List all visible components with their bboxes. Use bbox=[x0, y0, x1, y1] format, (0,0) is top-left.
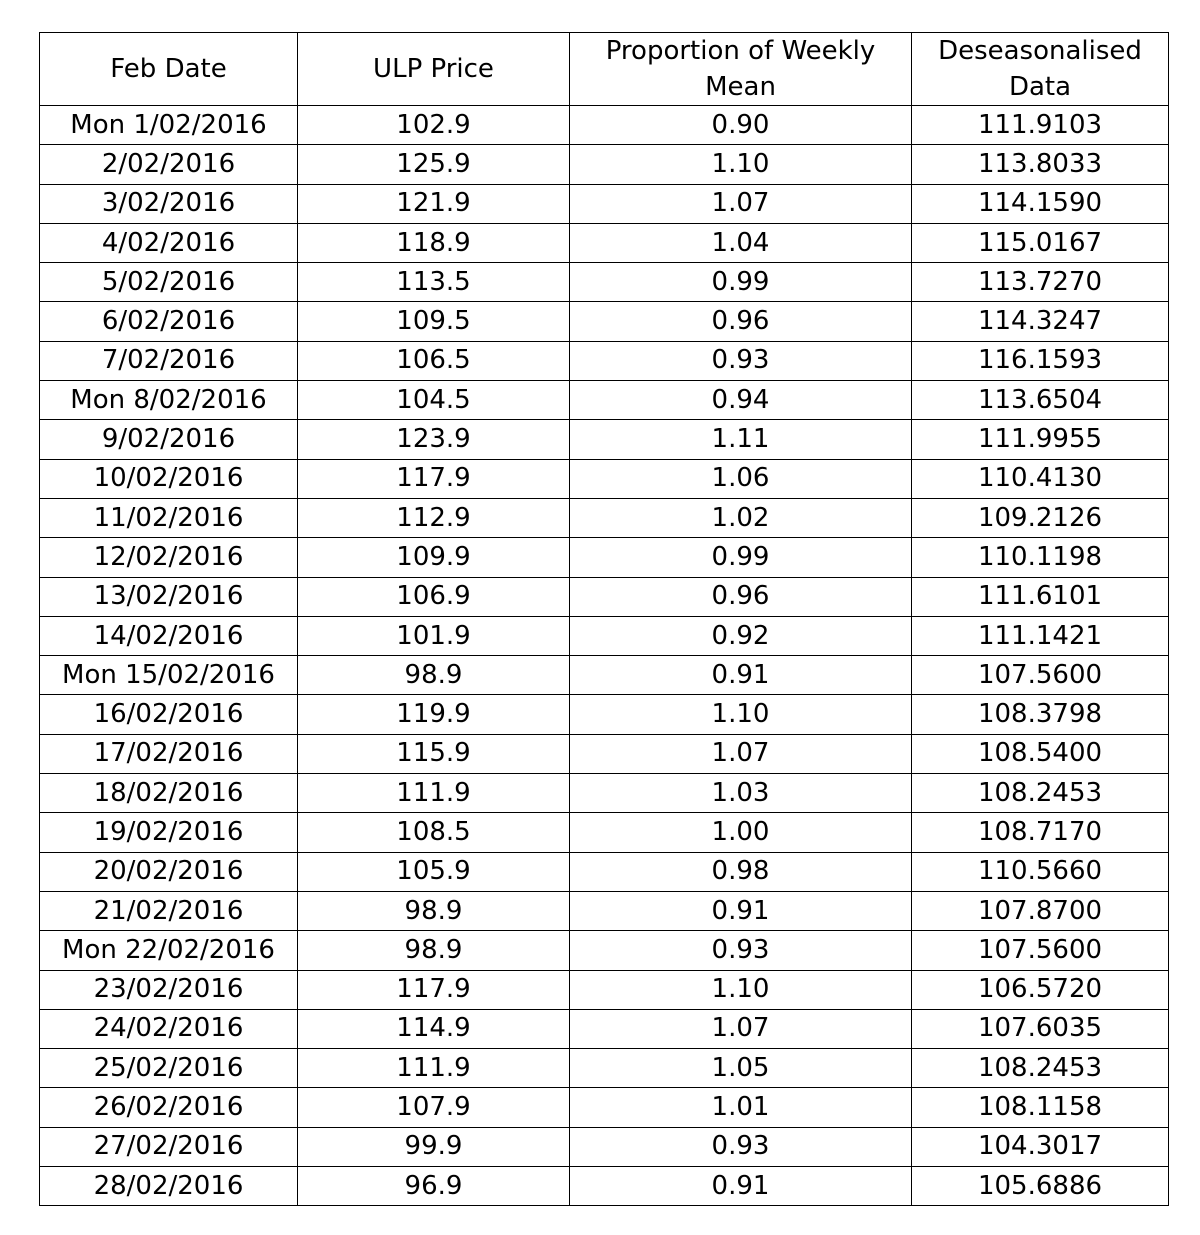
deseasonalised-cell: 108.2453 bbox=[912, 1049, 1169, 1088]
table-row bbox=[40, 498, 1169, 537]
table-row bbox=[40, 891, 1169, 930]
deseasonalised-cell: 111.6101 bbox=[912, 577, 1169, 616]
table-row bbox=[40, 695, 1169, 734]
deseasonalised-cell: 111.1421 bbox=[912, 616, 1169, 655]
deseasonalised-cell: 110.5660 bbox=[912, 852, 1169, 891]
table-row bbox=[40, 1127, 1169, 1166]
deseasonalised-cell: 114.1590 bbox=[912, 184, 1169, 223]
date-cell: Mon 22/02/2016 bbox=[40, 931, 298, 970]
header-proportion-of-weekly-mean: Proportion of Weekly Mean bbox=[570, 33, 912, 106]
ulp-price-cell: 105.9 bbox=[298, 852, 570, 891]
table-header bbox=[40, 33, 1169, 106]
table-row bbox=[40, 1088, 1169, 1127]
proportion-cell: 0.99 bbox=[570, 263, 912, 302]
header-ulp-price: ULP Price bbox=[298, 33, 570, 106]
ulp-price-cell: 98.9 bbox=[298, 931, 570, 970]
table-row bbox=[40, 774, 1169, 813]
proportion-cell: 0.93 bbox=[570, 1127, 912, 1166]
ulp-price-cell: 111.9 bbox=[298, 774, 570, 813]
proportion-cell: 1.03 bbox=[570, 774, 912, 813]
table-row bbox=[40, 1049, 1169, 1088]
ulp-price-cell: 125.9 bbox=[298, 145, 570, 184]
ulp-price-cell: 109.9 bbox=[298, 538, 570, 577]
date-cell: 13/02/2016 bbox=[40, 577, 298, 616]
table-row bbox=[40, 341, 1169, 380]
deseasonalised-cell: 107.5600 bbox=[912, 656, 1169, 695]
date-cell: 24/02/2016 bbox=[40, 1009, 298, 1048]
table-row bbox=[40, 223, 1169, 262]
ulp-price-cell: 117.9 bbox=[298, 970, 570, 1009]
deseasonalised-cell: 107.5600 bbox=[912, 931, 1169, 970]
table-row bbox=[40, 302, 1169, 341]
table-row bbox=[40, 931, 1169, 970]
deseasonalised-cell: 110.4130 bbox=[912, 459, 1169, 498]
date-cell: 27/02/2016 bbox=[40, 1127, 298, 1166]
date-cell: 9/02/2016 bbox=[40, 420, 298, 459]
proportion-cell: 1.07 bbox=[570, 184, 912, 223]
table-body bbox=[40, 106, 1169, 1206]
deseasonalised-cell: 115.0167 bbox=[912, 223, 1169, 262]
proportion-cell: 0.91 bbox=[570, 1167, 912, 1206]
table-row bbox=[40, 1009, 1169, 1048]
date-cell: 21/02/2016 bbox=[40, 891, 298, 930]
ulp-price-cell: 109.5 bbox=[298, 302, 570, 341]
date-cell: 3/02/2016 bbox=[40, 184, 298, 223]
table-row bbox=[40, 381, 1169, 420]
proportion-cell: 0.91 bbox=[570, 891, 912, 930]
proportion-cell: 1.10 bbox=[570, 970, 912, 1009]
deseasonalised-cell: 108.3798 bbox=[912, 695, 1169, 734]
table-row bbox=[40, 106, 1169, 145]
proportion-cell: 0.92 bbox=[570, 616, 912, 655]
deseasonalised-cell: 113.8033 bbox=[912, 145, 1169, 184]
ulp-price-cell: 115.9 bbox=[298, 734, 570, 773]
ulp-price-cell: 107.9 bbox=[298, 1088, 570, 1127]
date-cell: 5/02/2016 bbox=[40, 263, 298, 302]
proportion-cell: 0.98 bbox=[570, 852, 912, 891]
ulp-price-cell: 106.9 bbox=[298, 577, 570, 616]
ulp-price-cell: 117.9 bbox=[298, 459, 570, 498]
ulp-price-cell: 121.9 bbox=[298, 184, 570, 223]
proportion-cell: 0.96 bbox=[570, 302, 912, 341]
ulp-price-cell: 101.9 bbox=[298, 616, 570, 655]
deseasonalised-cell: 108.5400 bbox=[912, 734, 1169, 773]
table-row bbox=[40, 656, 1169, 695]
deseasonalised-cell: 110.1198 bbox=[912, 538, 1169, 577]
date-cell: 20/02/2016 bbox=[40, 852, 298, 891]
proportion-cell: 1.07 bbox=[570, 1009, 912, 1048]
deseasonalised-cell: 107.8700 bbox=[912, 891, 1169, 930]
ulp-price-cell: 98.9 bbox=[298, 891, 570, 930]
date-cell: 23/02/2016 bbox=[40, 970, 298, 1009]
ulp-price-cell: 114.9 bbox=[298, 1009, 570, 1048]
proportion-cell: 1.06 bbox=[570, 459, 912, 498]
deseasonalised-cell: 111.9103 bbox=[912, 106, 1169, 145]
deseasonalised-cell: 113.7270 bbox=[912, 263, 1169, 302]
date-cell: 11/02/2016 bbox=[40, 498, 298, 537]
proportion-cell: 1.11 bbox=[570, 420, 912, 459]
proportion-cell: 1.10 bbox=[570, 695, 912, 734]
deseasonalised-cell: 108.2453 bbox=[912, 774, 1169, 813]
table-row bbox=[40, 577, 1169, 616]
date-cell: 14/02/2016 bbox=[40, 616, 298, 655]
date-cell: 28/02/2016 bbox=[40, 1167, 298, 1206]
deseasonalised-cell: 106.5720 bbox=[912, 970, 1169, 1009]
table-row bbox=[40, 813, 1169, 852]
proportion-cell: 1.00 bbox=[570, 813, 912, 852]
deseasonalised-cell: 114.3247 bbox=[912, 302, 1169, 341]
date-cell: 19/02/2016 bbox=[40, 813, 298, 852]
ulp-price-cell: 119.9 bbox=[298, 695, 570, 734]
proportion-cell: 1.10 bbox=[570, 145, 912, 184]
date-cell: 26/02/2016 bbox=[40, 1088, 298, 1127]
deseasonalised-cell: 108.7170 bbox=[912, 813, 1169, 852]
deseasonalised-cell: 109.2126 bbox=[912, 498, 1169, 537]
table-row bbox=[40, 538, 1169, 577]
date-cell: 16/02/2016 bbox=[40, 695, 298, 734]
proportion-cell: 0.90 bbox=[570, 106, 912, 145]
header-row bbox=[40, 33, 1169, 106]
date-cell: 17/02/2016 bbox=[40, 734, 298, 773]
deseasonalised-cell: 107.6035 bbox=[912, 1009, 1169, 1048]
ulp-price-cell: 118.9 bbox=[298, 223, 570, 262]
deseasonalised-cell: 104.3017 bbox=[912, 1127, 1169, 1166]
ulp-price-cell: 108.5 bbox=[298, 813, 570, 852]
date-cell: 18/02/2016 bbox=[40, 774, 298, 813]
ulp-price-cell: 113.5 bbox=[298, 263, 570, 302]
table-row bbox=[40, 184, 1169, 223]
deseasonalised-cell: 108.1158 bbox=[912, 1088, 1169, 1127]
proportion-cell: 0.96 bbox=[570, 577, 912, 616]
table-row bbox=[40, 1167, 1169, 1206]
proportion-cell: 0.99 bbox=[570, 538, 912, 577]
table-row bbox=[40, 970, 1169, 1009]
header-deseasonalised-data: Deseasonalised Data bbox=[912, 33, 1169, 106]
ulp-price-cell: 104.5 bbox=[298, 381, 570, 420]
date-cell: Mon 1/02/2016 bbox=[40, 106, 298, 145]
deseasonalised-cell: 111.9955 bbox=[912, 420, 1169, 459]
table-row bbox=[40, 734, 1169, 773]
ulp-price-cell: 111.9 bbox=[298, 1049, 570, 1088]
proportion-cell: 0.91 bbox=[570, 656, 912, 695]
ulp-price-cell: 112.9 bbox=[298, 498, 570, 537]
ulp-price-cell: 98.9 bbox=[298, 656, 570, 695]
date-cell: 6/02/2016 bbox=[40, 302, 298, 341]
table-row bbox=[40, 616, 1169, 655]
deseasonalised-cell: 116.1593 bbox=[912, 341, 1169, 380]
price-data-table bbox=[39, 32, 1169, 1206]
ulp-price-cell: 106.5 bbox=[298, 341, 570, 380]
date-cell: 7/02/2016 bbox=[40, 341, 298, 380]
proportion-cell: 1.04 bbox=[570, 223, 912, 262]
table-row bbox=[40, 145, 1169, 184]
proportion-cell: 1.07 bbox=[570, 734, 912, 773]
proportion-cell: 0.93 bbox=[570, 931, 912, 970]
table-row bbox=[40, 420, 1169, 459]
proportion-cell: 1.05 bbox=[570, 1049, 912, 1088]
ulp-price-cell: 96.9 bbox=[298, 1167, 570, 1206]
deseasonalised-cell: 105.6886 bbox=[912, 1167, 1169, 1206]
header-feb-date: Feb Date bbox=[40, 33, 298, 106]
date-cell: 4/02/2016 bbox=[40, 223, 298, 262]
table-row bbox=[40, 459, 1169, 498]
date-cell: 25/02/2016 bbox=[40, 1049, 298, 1088]
deseasonalised-cell: 113.6504 bbox=[912, 381, 1169, 420]
ulp-price-cell: 102.9 bbox=[298, 106, 570, 145]
table-row bbox=[40, 852, 1169, 891]
date-cell: 2/02/2016 bbox=[40, 145, 298, 184]
ulp-price-cell: 123.9 bbox=[298, 420, 570, 459]
proportion-cell: 1.01 bbox=[570, 1088, 912, 1127]
proportion-cell: 1.02 bbox=[570, 498, 912, 537]
proportion-cell: 0.93 bbox=[570, 341, 912, 380]
date-cell: Mon 15/02/2016 bbox=[40, 656, 298, 695]
date-cell: Mon 8/02/2016 bbox=[40, 381, 298, 420]
proportion-cell: 0.94 bbox=[570, 381, 912, 420]
date-cell: 12/02/2016 bbox=[40, 538, 298, 577]
ulp-price-cell: 99.9 bbox=[298, 1127, 570, 1166]
date-cell: 10/02/2016 bbox=[40, 459, 298, 498]
table-row bbox=[40, 263, 1169, 302]
